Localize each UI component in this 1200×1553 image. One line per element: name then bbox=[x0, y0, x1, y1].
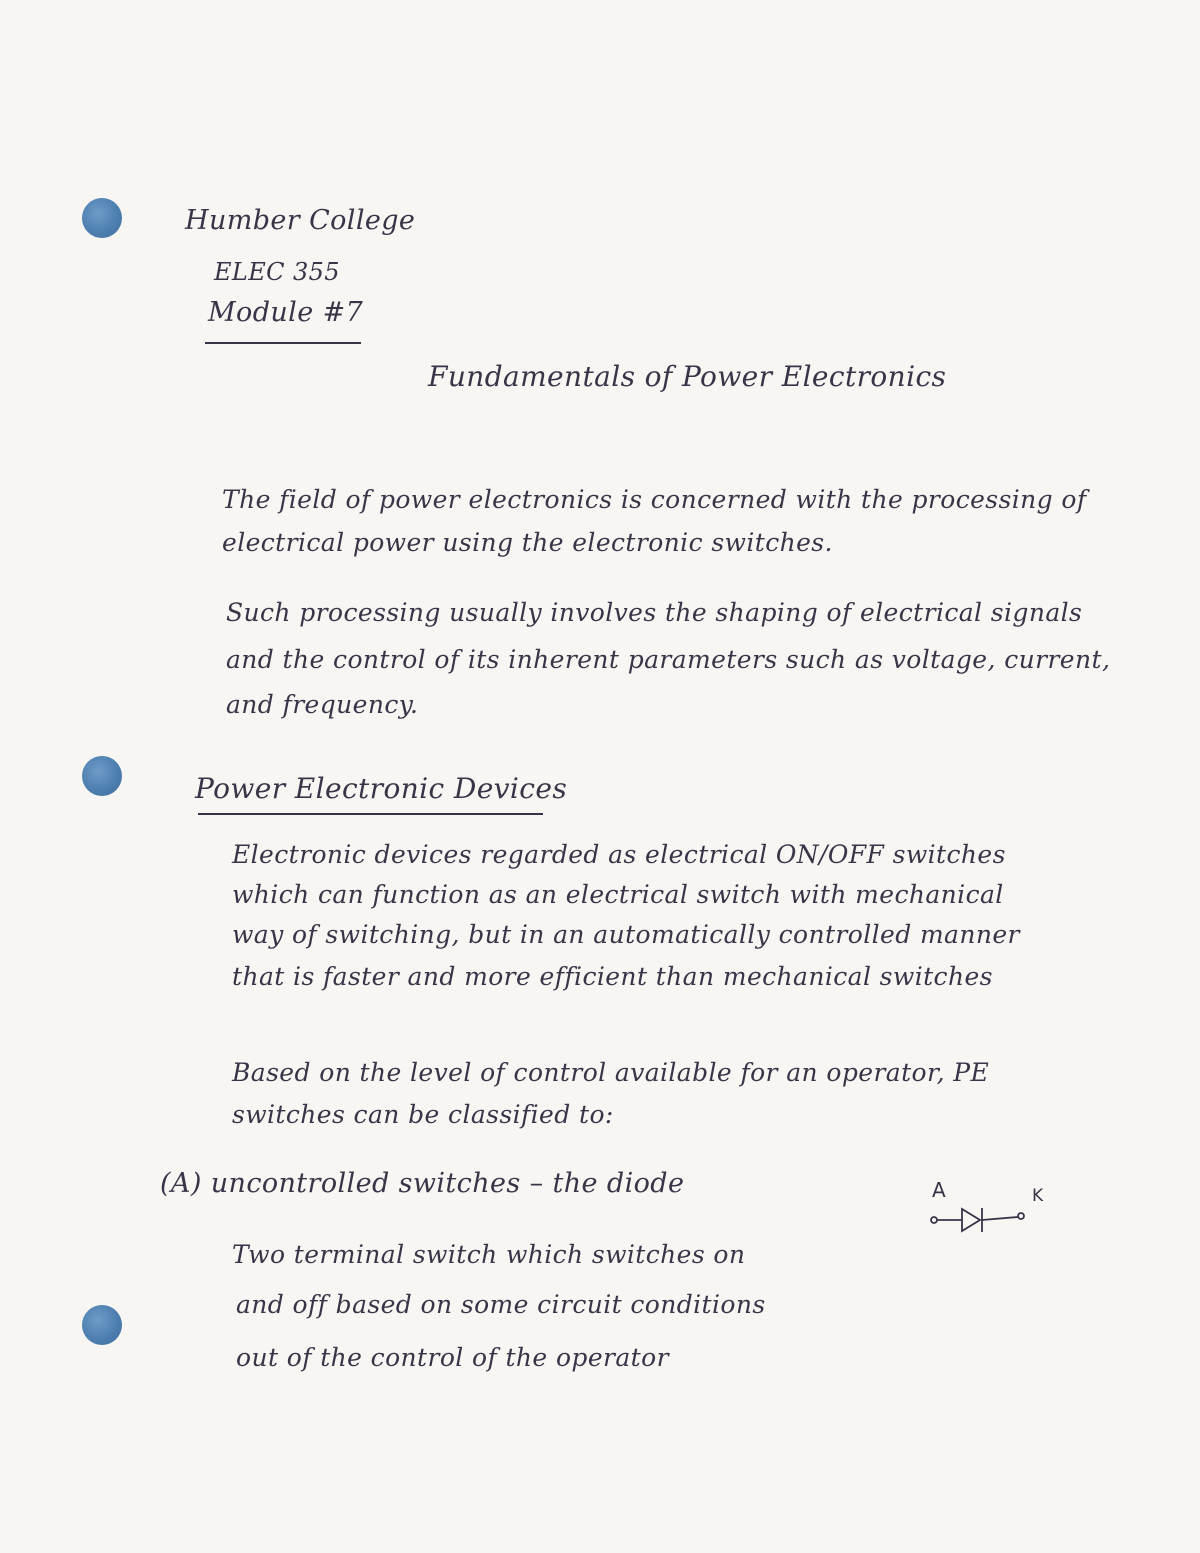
section-heading: Power Electronic Devices bbox=[195, 772, 568, 805]
diode-icon bbox=[920, 1175, 1050, 1245]
intro-line-5: and frequency. bbox=[226, 690, 419, 719]
header-underline bbox=[205, 342, 361, 344]
binder-hole-middle bbox=[82, 756, 122, 796]
binder-hole-bottom bbox=[82, 1305, 122, 1345]
diode-desc-line-2: and off based on some circuit conditions bbox=[236, 1290, 766, 1319]
college-name: Humber College bbox=[185, 205, 416, 236]
classification-line-1: Based on the level of control available for an operator, PE bbox=[232, 1058, 990, 1087]
item-a-heading: (A) uncontrolled switches – the diode bbox=[160, 1168, 685, 1199]
diode-anode-label: A bbox=[932, 1178, 946, 1202]
diode-symbol bbox=[920, 1175, 1050, 1245]
devices-line-3: way of switching, but in an automatically controlled manner bbox=[232, 920, 1020, 949]
intro-line-1: The field of power electronics is concerned with the processing of bbox=[222, 485, 1087, 514]
devices-line-4: that is faster and more efficient than mechanical switches bbox=[232, 962, 993, 991]
course-code: ELEC 355 bbox=[214, 258, 340, 286]
diode-desc-line-3: out of the control of the operator bbox=[236, 1343, 669, 1372]
classification-line-2: switches can be classified to: bbox=[232, 1100, 614, 1129]
intro-line-2: electrical power using the electronic switches. bbox=[222, 528, 833, 557]
diode-cathode-label: K bbox=[1032, 1186, 1044, 1206]
binder-hole-top bbox=[82, 198, 122, 238]
devices-line-2: which can function as an electrical switch with mechanical bbox=[232, 880, 1004, 909]
section-underline bbox=[198, 813, 543, 815]
diode-desc-line-1: Two terminal switch which switches on bbox=[232, 1240, 746, 1269]
page-title: Fundamentals of Power Electronics bbox=[428, 360, 947, 393]
intro-line-3: Such processing usually involves the shaping of electrical signals bbox=[226, 598, 1083, 627]
intro-line-4: and the control of its inherent parameters such as voltage, current, bbox=[226, 645, 1111, 674]
module-number: Module #7 bbox=[208, 297, 364, 328]
devices-line-1: Electronic devices regarded as electrical ON/OFF switches bbox=[232, 840, 1006, 869]
